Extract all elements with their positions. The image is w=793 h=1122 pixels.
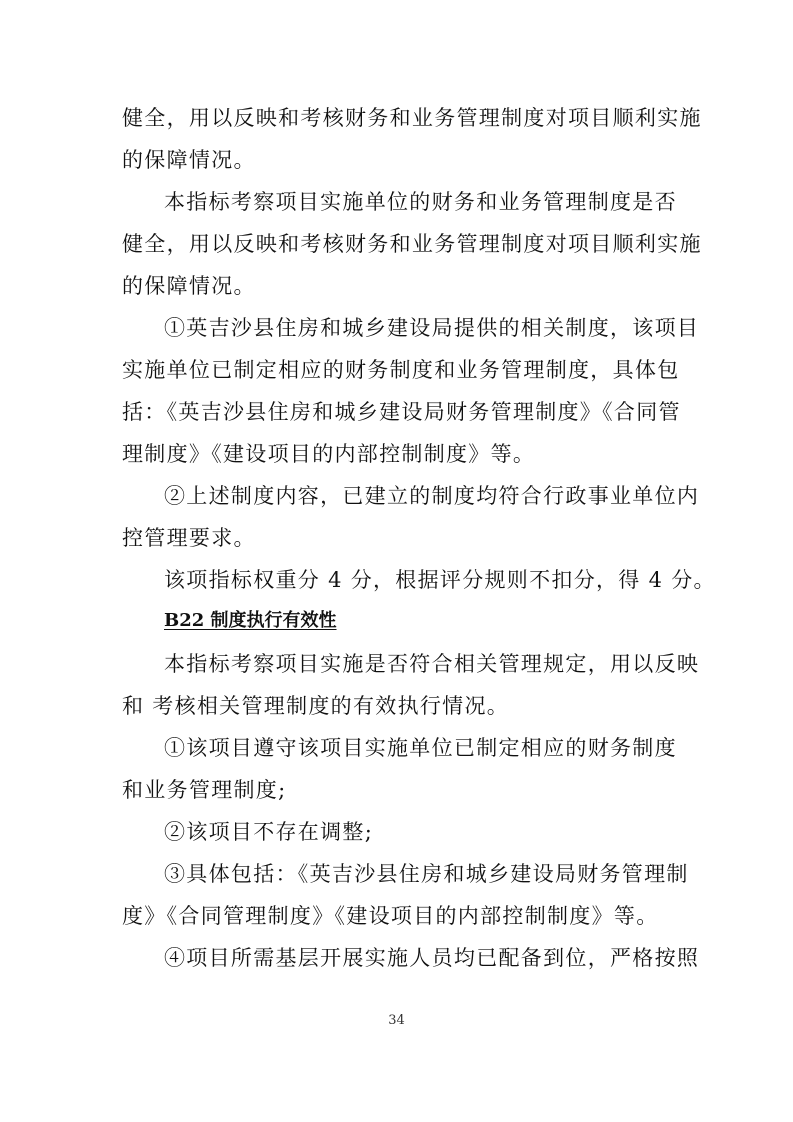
text-line: ①英吉沙县住房和城乡建设局提供的相关制度，该项目 bbox=[164, 316, 700, 340]
text-line: ①该项目遵守该项目实施单位已制定相应的财务制度 bbox=[164, 736, 677, 760]
text-line: 实施单位已制定相应的财务制度和业务管理制度，具体包 bbox=[122, 358, 680, 382]
text-line: 控管理要求。 bbox=[122, 526, 256, 550]
text-line: 健全，用以反映和考核财务和业务管理制度对项目顺利实施 bbox=[122, 232, 702, 256]
text-line: ④项目所需基层开展实施人员均已配备到位，严格按照 bbox=[164, 946, 700, 970]
text-line: 的保障情况。 bbox=[122, 148, 256, 172]
text-line: 本指标考察项目实施是否符合相关管理规定，用以反映 bbox=[164, 652, 700, 676]
text-line: 该项指标权重分 4 分，根据评分规则不扣分，得 4 分。 bbox=[164, 568, 716, 592]
section-heading: B22 制度执行有效性 bbox=[164, 610, 337, 631]
text-line: 度》《合同管理制度》《建设项目的内部控制制度》等。 bbox=[122, 904, 659, 928]
text-line: 的保障情况。 bbox=[122, 274, 256, 298]
text-line: 健全，用以反映和考核财务和业务管理制度对项目顺利实施 bbox=[122, 106, 702, 130]
text-line: ②上述制度内容，已建立的制度均符合行政事业单位内 bbox=[164, 484, 700, 508]
text-line: ③具体包括：《英吉沙县住房和城乡建设局财务管理制 bbox=[164, 862, 689, 886]
page-number: 34 bbox=[388, 1013, 405, 1028]
text-line: 和 考核相关管理制度的有效执行情况。 bbox=[122, 694, 510, 718]
text-line: 本指标考察项目实施单位的财务和业务管理制度是否 bbox=[164, 190, 677, 214]
text-line: 和业务管理制度; bbox=[122, 778, 287, 802]
text-line: ②该项目不存在调整; bbox=[164, 820, 374, 844]
text-line: 括：《英吉沙县住房和城乡建设局财务管理制度》《合同管 bbox=[122, 400, 681, 424]
text-line: 理制度》《建设项目的内部控制制度》等。 bbox=[122, 442, 536, 466]
